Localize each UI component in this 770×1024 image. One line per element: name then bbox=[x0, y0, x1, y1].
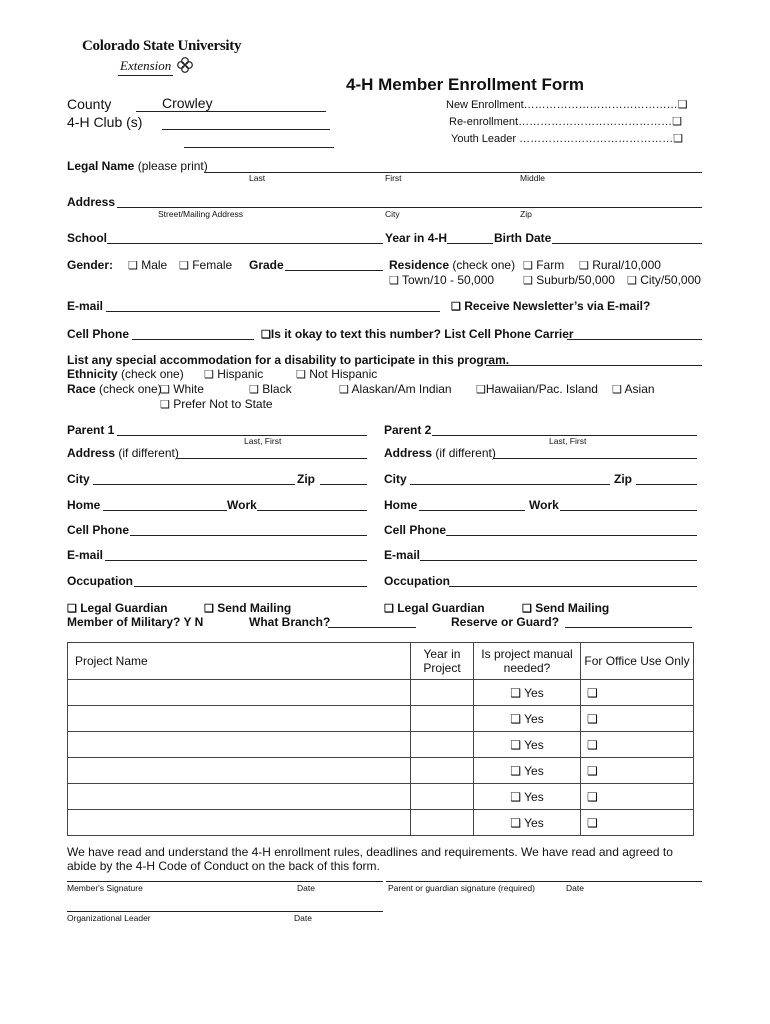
extension-label: Extension bbox=[120, 58, 172, 73]
form-title: 4-H Member Enrollment Form bbox=[346, 75, 585, 94]
youth-leader-option[interactable]: Youth Leader ……………………………………❑ bbox=[451, 133, 683, 145]
manual-yes-option[interactable]: ❑ Yes bbox=[474, 732, 581, 758]
parent-date-caption: Date bbox=[566, 883, 584, 893]
manual-yes-option[interactable]: ❑ Yes bbox=[474, 784, 581, 810]
parent2-email-label: E-mail bbox=[384, 548, 421, 562]
project-row bbox=[68, 810, 694, 836]
project-row bbox=[68, 732, 694, 758]
office-checkbox[interactable]: ❑ bbox=[581, 732, 694, 758]
street-caption: Street/Mailing Address bbox=[158, 209, 244, 219]
parent1-cell-field[interactable] bbox=[130, 535, 367, 536]
reserve-label: Reserve or Guard? bbox=[451, 615, 560, 629]
county-value[interactable]: Crowley bbox=[162, 95, 213, 111]
male-option[interactable]: ❑ Male bbox=[128, 258, 168, 272]
parent2-guardian-option[interactable]: ❑ Legal Guardian bbox=[384, 601, 485, 615]
member-signature-caption: Member's Signature bbox=[67, 883, 143, 893]
prefer-not-option[interactable]: ❑ Prefer Not to State bbox=[160, 397, 273, 411]
legal-name-label: Legal Name (please print) bbox=[67, 159, 208, 173]
parent1-home-field[interactable] bbox=[103, 510, 227, 511]
birth-field[interactable] bbox=[552, 243, 702, 244]
gender-label: Gender: bbox=[67, 258, 114, 272]
parent1-occupation-label: Occupation bbox=[67, 574, 134, 588]
project-table-header bbox=[68, 643, 694, 680]
email-field[interactable] bbox=[106, 311, 440, 312]
first-caption: First bbox=[385, 173, 402, 183]
project-name-cell[interactable] bbox=[68, 784, 411, 810]
parent2-lastfirst-caption: Last, First bbox=[549, 436, 587, 446]
address-label: Address bbox=[67, 195, 116, 209]
office-checkbox[interactable]: ❑ bbox=[581, 784, 694, 810]
parent1-home-label: Home bbox=[67, 498, 101, 512]
leader-signature-caption: Organizational Leader bbox=[67, 913, 151, 923]
office-checkbox[interactable]: ❑ bbox=[581, 810, 694, 836]
parent2-address-label: Address (if different) bbox=[384, 446, 496, 460]
parent2-work-label: Work bbox=[529, 498, 559, 512]
year-field[interactable] bbox=[447, 243, 493, 244]
accommodation-field[interactable] bbox=[486, 365, 702, 366]
last-caption: Last bbox=[249, 173, 266, 183]
parent2-city-label: City bbox=[384, 472, 407, 486]
re-enrollment-option[interactable]: Re-enrollment……………………………………❑ bbox=[449, 116, 682, 128]
agreement-text: We have read and understand the 4-H enrollment rules, deadlines and requirements. We have read and agreed to abide by the 4-H Code of Conduct on the back of this form. bbox=[67, 845, 673, 873]
office-header: For Office Use Only bbox=[581, 643, 694, 680]
parent1-address-label: Address (if different) bbox=[67, 446, 179, 460]
project-name-cell[interactable] bbox=[68, 732, 411, 758]
clover-icon bbox=[176, 56, 194, 74]
parent1-email-field[interactable] bbox=[105, 560, 367, 561]
manual-yes-option[interactable]: ❑ Yes bbox=[474, 680, 581, 706]
parent2-cell-label: Cell Phone bbox=[384, 523, 447, 537]
parent1-zip-label: Zip bbox=[297, 472, 315, 486]
rural-option[interactable]: ❑ Rural/10,000 bbox=[579, 258, 661, 272]
parent2-home-label: Home bbox=[384, 498, 418, 512]
parent1-city-field[interactable] bbox=[93, 484, 295, 485]
parent2-city-field[interactable] bbox=[410, 484, 610, 485]
town-option[interactable]: ❑ Town/10 - 50,000 bbox=[389, 273, 495, 287]
parent2-zip-label: Zip bbox=[614, 472, 632, 486]
email-label: E-mail bbox=[67, 299, 104, 313]
university-name: Colorado State University bbox=[82, 38, 242, 54]
cell-label: Cell Phone bbox=[67, 327, 130, 341]
project-year-cell[interactable] bbox=[411, 680, 474, 706]
manual-yes-option[interactable]: ❑ Yes bbox=[474, 706, 581, 732]
not-hispanic-option[interactable]: ❑ Not Hispanic bbox=[296, 367, 378, 381]
year-label: Year in 4-H bbox=[385, 231, 448, 245]
manual-yes-option[interactable]: ❑ Yes bbox=[474, 810, 581, 836]
parent1-zip-field[interactable] bbox=[320, 484, 367, 485]
project-name-cell[interactable] bbox=[68, 706, 411, 732]
hawaiian-option[interactable]: ❑Hawaiian/Pac. Island bbox=[476, 382, 598, 396]
leader-signature-field[interactable] bbox=[67, 911, 383, 912]
project-name-cell[interactable] bbox=[68, 680, 411, 706]
parent2-home-field[interactable] bbox=[419, 510, 525, 511]
hispanic-option[interactable]: ❑ Hispanic bbox=[204, 367, 264, 381]
grade-field[interactable] bbox=[285, 270, 383, 271]
project-name-cell[interactable] bbox=[68, 758, 411, 784]
project-table bbox=[67, 642, 694, 836]
newsletter-option[interactable]: ❑ Receive Newsletter’s via E-mail? bbox=[451, 299, 651, 313]
county-label: County bbox=[67, 96, 112, 112]
parent2-occupation-field[interactable] bbox=[449, 586, 697, 587]
parent1-label: Parent 1 bbox=[67, 423, 115, 437]
parent1-city-label: City bbox=[67, 472, 90, 486]
club-field-2[interactable] bbox=[184, 147, 334, 148]
grade-label: Grade bbox=[249, 258, 284, 272]
office-checkbox[interactable]: ❑ bbox=[581, 758, 694, 784]
accommodation-label: List any special accommodation for a disability to participate in this program. bbox=[67, 353, 510, 367]
project-row bbox=[68, 706, 694, 732]
farm-option[interactable]: ❑ Farm bbox=[523, 258, 565, 272]
asian-option[interactable]: ❑ Asian bbox=[612, 382, 655, 396]
legal-name-field[interactable] bbox=[204, 172, 702, 173]
parent1-guardian-option[interactable]: ❑ Legal Guardian bbox=[67, 601, 168, 615]
parent-signature-field[interactable] bbox=[386, 881, 702, 882]
parent2-cell-field[interactable] bbox=[446, 535, 697, 536]
member-date-caption: Date bbox=[297, 883, 315, 893]
project-row bbox=[68, 680, 694, 706]
project-row bbox=[68, 758, 694, 784]
university-logo bbox=[82, 38, 241, 55]
new-enrollment-option[interactable]: New Enrollment……………………………………❑ bbox=[446, 99, 688, 111]
project-year-cell[interactable] bbox=[411, 706, 474, 732]
club-label: 4-H Club (s) bbox=[67, 114, 143, 130]
cell-field[interactable] bbox=[132, 339, 254, 340]
project-year-cell[interactable] bbox=[411, 810, 474, 836]
parent1-cell-label: Cell Phone bbox=[67, 523, 130, 537]
birth-label: Birth Date bbox=[494, 231, 552, 245]
alaskan-option[interactable]: ❑ Alaskan/Am Indian bbox=[339, 382, 452, 396]
reserve-field[interactable] bbox=[565, 627, 692, 628]
female-option[interactable]: ❑ Female bbox=[179, 258, 233, 272]
branch-label: What Branch? bbox=[249, 615, 331, 629]
manual-header: Is project manual needed? bbox=[474, 643, 581, 680]
black-option[interactable]: ❑ Black bbox=[249, 382, 292, 396]
parent1-work-field[interactable] bbox=[257, 510, 367, 511]
parent1-address-field[interactable] bbox=[176, 458, 367, 459]
parent2-occupation-label: Occupation bbox=[384, 574, 451, 588]
school-field[interactable] bbox=[107, 243, 383, 244]
military-label: Member of Military? Y N bbox=[67, 615, 204, 629]
school-label: School bbox=[67, 231, 108, 245]
manual-yes-option[interactable]: ❑ Yes bbox=[474, 758, 581, 784]
parent1-mailing-option[interactable]: ❑ Send Mailing bbox=[204, 601, 292, 615]
branch-field[interactable] bbox=[328, 627, 416, 628]
carrier-field[interactable] bbox=[567, 339, 702, 340]
parent2-address-field[interactable] bbox=[493, 458, 697, 459]
parent2-zip-field[interactable] bbox=[636, 484, 697, 485]
project-year-cell[interactable] bbox=[411, 732, 474, 758]
parent2-label: Parent 2 bbox=[384, 423, 432, 437]
parent1-email-label: E-mail bbox=[67, 548, 104, 562]
parent1-name-field[interactable] bbox=[117, 435, 367, 436]
city-caption: City bbox=[385, 209, 400, 219]
text-okay-option[interactable]: ❑Is it okay to text this number? List Cell Phone Carrier bbox=[261, 327, 574, 341]
office-checkbox[interactable]: ❑ bbox=[581, 706, 694, 732]
parent2-mailing-option[interactable]: ❑ Send Mailing bbox=[522, 601, 610, 615]
project-year-cell[interactable] bbox=[411, 758, 474, 784]
race-label: Race (check one) bbox=[67, 382, 162, 396]
parent1-lastfirst-caption: Last, First bbox=[244, 436, 282, 446]
residence-label: Residence (check one) bbox=[389, 258, 516, 272]
parent1-work-label: Work bbox=[227, 498, 257, 512]
project-name-cell[interactable] bbox=[68, 810, 411, 836]
parent1-occupation-field[interactable] bbox=[134, 586, 367, 587]
parent2-email-field[interactable] bbox=[420, 560, 697, 561]
extension-logo bbox=[120, 58, 171, 74]
white-option[interactable]: ❑ White bbox=[160, 382, 204, 396]
office-checkbox[interactable]: ❑ bbox=[581, 680, 694, 706]
project-name-header: Project Name bbox=[68, 643, 411, 680]
suburb-option[interactable]: ❑ Suburb/50,000 bbox=[523, 273, 615, 287]
parent2-work-field[interactable] bbox=[560, 510, 697, 511]
project-row bbox=[68, 784, 694, 810]
zip-caption: Zip bbox=[520, 209, 532, 219]
address-field[interactable] bbox=[117, 207, 702, 208]
city-option[interactable]: ❑ City/50,000 bbox=[627, 273, 701, 287]
middle-caption: Middle bbox=[520, 173, 546, 183]
club-field[interactable] bbox=[162, 129, 330, 130]
leader-date-caption: Date bbox=[294, 913, 312, 923]
parent-signature-caption: Parent or guardian signature (required) bbox=[388, 883, 535, 893]
project-year-cell[interactable] bbox=[411, 784, 474, 810]
member-signature-field[interactable] bbox=[67, 881, 383, 882]
ethnicity-label: Ethnicity (check one) bbox=[67, 367, 184, 381]
year-header: Year in Project bbox=[411, 643, 474, 680]
